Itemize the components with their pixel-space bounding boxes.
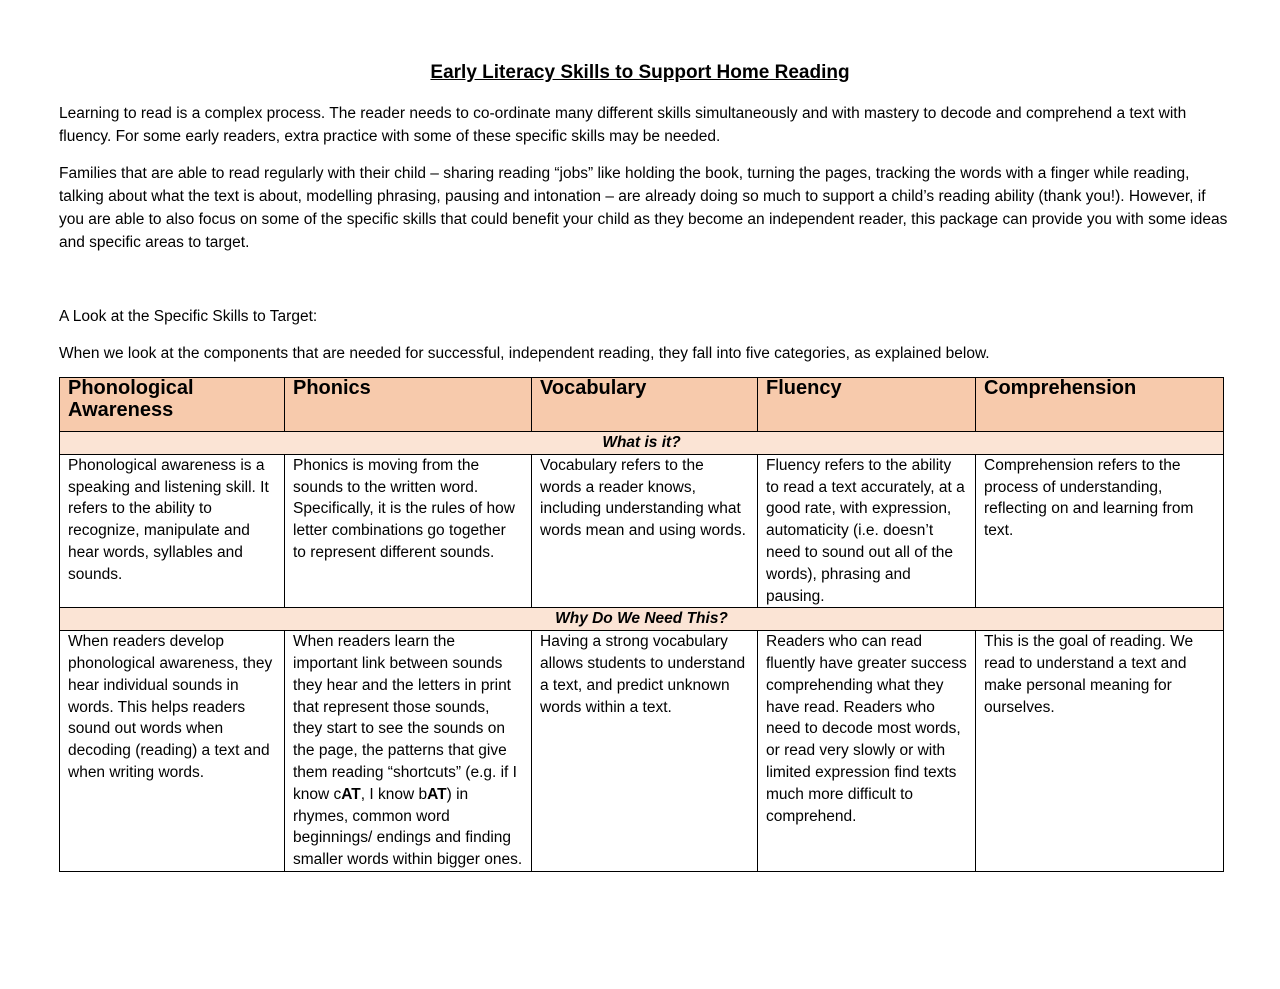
what-vocabulary: Vocabulary refers to the words a reader knows, including understanding what words mean and using words. <box>532 454 758 608</box>
header-phonological-awareness: Phonological Awareness <box>60 378 285 432</box>
header-fluency: Fluency <box>758 378 976 432</box>
what-phonics: Phonics is moving from the sounds to the written word. Specifically, it is the rules of how letter combinations go together to represent different sounds. <box>285 454 532 608</box>
why-phonics-bold-2: AT <box>427 785 447 803</box>
section-row-what <box>60 432 1224 455</box>
why-phonological-awareness: When readers develop phonological awareness, they hear individual sounds in words. This helps readers sound out words when decoding (reading) a text and when writing words. <box>60 631 285 872</box>
section-row-why <box>60 608 1224 631</box>
table-row-what <box>60 454 1224 608</box>
intro-paragraph-2: Families that are able to read regularly with their child – sharing reading “jobs” like holding the book, turning the pages, tracking the words with a finger while reading, talking about what the text is about, modelling phrasing, pausing and intonation – are already doing so much to support a child’s reading ability (thank you!). However, if you are able to also focus on some of the specific skills that could benefit your child as they become an independent reader, this package can provide you with some ideas and specific areas to target. <box>59 165 1228 251</box>
why-phonics-text-1: When readers learn the important link between sounds they hear and the letters in print that represent those sounds, they start to see the sounds on the page, the patterns that give them reading “shortcuts” (e.g. if I know c <box>293 633 517 803</box>
why-comprehension: This is the goal of reading. We read to understand a text and make personal meaning for ourselves. <box>976 631 1224 872</box>
page-title: Early Literacy Skills to Support Home Reading <box>430 62 850 83</box>
why-phonics-text-2: , I know b <box>360 785 428 803</box>
header-comprehension: Comprehension <box>976 378 1224 432</box>
components-intro: When we look at the components that are needed for successful, independent reading, they fall into five categories, as explained below. <box>59 345 990 362</box>
section-why-do-we-need-this: Why Do We Need This? <box>60 608 1224 631</box>
what-phonological-awareness: Phonological awareness is a speaking and listening skill. It refers to the ability to recognize, manipulate and hear words, syllables and sounds. <box>60 454 285 608</box>
header-vocabulary: Vocabulary <box>532 378 758 432</box>
skills-heading: A Look at the Specific Skills to Target: <box>59 308 318 325</box>
intro-paragraph-1: Learning to read is a complex process. The reader needs to co-ordinate many different skills simultaneously and with mastery to decode and comprehend a text with fluency. For some early readers, extra practice with some of these specific skills may be needed. <box>59 105 1187 145</box>
why-phonics <box>285 631 532 872</box>
table-header-row <box>60 378 1224 432</box>
table-row-why <box>60 631 1224 872</box>
what-fluency: Fluency refers to the ability to read a text accurately, at a good rate, with expression, automaticity (i.e. doesn’t need to sound out all of the words), phrasing and pausing. <box>758 454 976 608</box>
section-what-is-it: What is it? <box>60 432 1224 455</box>
why-fluency: Readers who can read fluently have greater success comprehending what they have read. Readers who need to decode most words, or read very slowly or with limited expression find texts much more difficult to comprehend. <box>758 631 976 872</box>
skills-table <box>59 377 1224 872</box>
header-phonics: Phonics <box>285 378 532 432</box>
why-phonics-bold-1: AT <box>341 785 361 803</box>
why-vocabulary: Having a strong vocabulary allows students to understand a text, and predict unknown words within a text. <box>532 631 758 872</box>
why-phonics-text-3: ) in rhymes, common word beginnings/ endings and finding smaller words within bigger ones. <box>293 785 523 869</box>
what-comprehension: Comprehension refers to the process of understanding, reflecting on and learning from text. <box>976 454 1224 608</box>
